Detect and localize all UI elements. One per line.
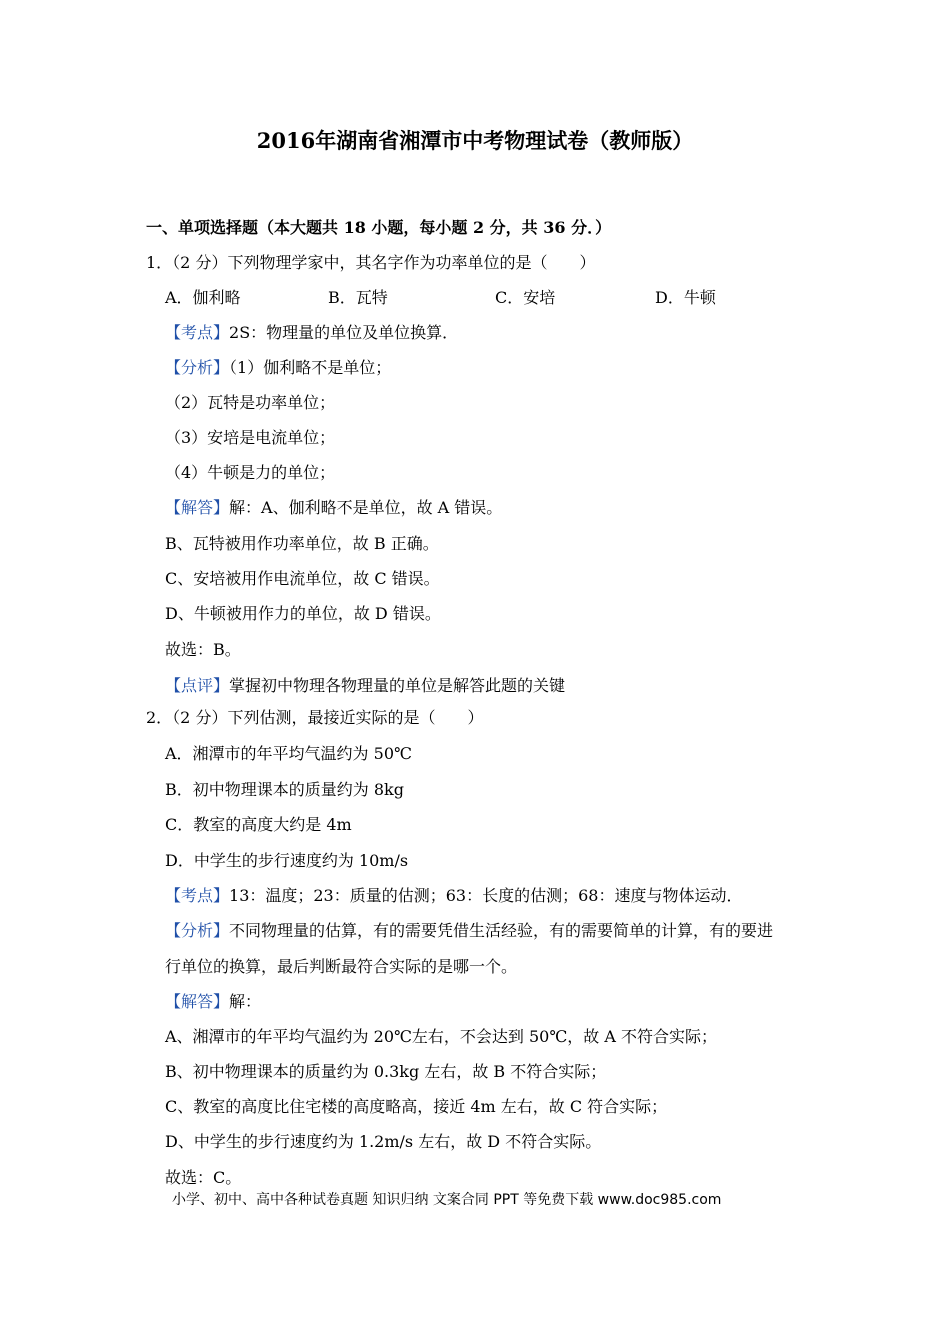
kaodian-tag: 【考点】	[165, 323, 230, 342]
q2-option-d: D．中学生的步行速度约为 10m/s	[165, 851, 409, 870]
q2-option-b: B．初中物理课本的质量约为 8kg	[165, 780, 404, 799]
q1-fenxi-line: （4）牛顿是力的单位；	[165, 463, 336, 482]
footer-text: 小学、初中、高中各种试卷真题 知识归纳 文案合同 PPT 等免费下载 www.doc985.com	[172, 1192, 722, 1208]
q2-stem: 2．（2 分）下列估测，最接近实际的是（ ）	[146, 708, 484, 727]
dianping-text: 掌握初中物理各物理量的单位是解答此题的关键	[229, 676, 566, 695]
kaodian-tag: 【考点】	[165, 886, 230, 905]
q1-jieda-line: B、瓦特被用作功率单位，故 B 正确。	[165, 534, 439, 553]
q2-jieda-line: D、中学生的步行速度约为 1.2m/s 左右，故 D 不符合实际。	[165, 1132, 602, 1151]
q2-answer: 故选：C。	[165, 1168, 242, 1187]
q2-option-c: C．教室的高度大约是 4m	[165, 815, 352, 834]
q1-jieda	[165, 498, 502, 518]
q1-fenxi	[165, 358, 391, 378]
jieda-tag: 【解答】	[165, 498, 230, 517]
jieda-tag: 【解答】	[165, 992, 230, 1011]
q1-stem: 1．（2 分）下列物理学家中，其名字作为功率单位的是（ ）	[146, 253, 596, 272]
jieda-text: 解：	[229, 992, 262, 1011]
q1-answer: 故选：B。	[165, 640, 241, 659]
fenxi-text: （1）伽利略不是单位；	[229, 358, 392, 377]
section-heading: 一、单项选择题（本大题共 18 小题，每小题 2 分，共 36 分．）	[146, 218, 612, 237]
q2-jieda-line: C、教室的高度比住宅楼的高度略高，接近 4m 左右，故 C 符合实际；	[165, 1097, 668, 1116]
q1-option-c: C．安培	[495, 288, 556, 307]
q2-fenxi	[165, 921, 773, 941]
q1-option-a: A．伽利略	[165, 288, 241, 307]
dianping-tag: 【点评】	[165, 676, 230, 695]
page-title: 2016年湖南省湘潭市中考物理试卷（教师版）	[256, 128, 694, 153]
q2-kaodian	[165, 886, 742, 906]
kaodian-text: 2S：物理量的单位及单位换算．	[229, 323, 459, 342]
q1-kaodian	[165, 323, 458, 343]
q1-fenxi-line: （3）安培是电流单位；	[165, 428, 336, 447]
q1-jieda-line: D、牛顿被用作力的单位，故 D 错误。	[165, 604, 441, 623]
q2-fenxi-cont: 行单位的换算，最后判断最符合实际的是哪一个。	[165, 957, 518, 976]
q1-option-b: B．瓦特	[328, 288, 388, 307]
kaodian-text: 13：温度；23：质量的估测；63：长度的估测；68：速度与物体运动．	[229, 886, 743, 905]
q1-jieda-line: C、安培被用作电流单位，故 C 错误。	[165, 569, 440, 588]
fenxi-tag: 【分析】	[165, 921, 230, 940]
q1-fenxi-line: （2）瓦特是功率单位；	[165, 393, 336, 412]
q2-jieda-line: B、初中物理课本的质量约为 0.3kg 左右，故 B 不符合实际；	[165, 1062, 607, 1081]
q2-option-a: A．湘潭市的年平均气温约为 50℃	[165, 744, 412, 763]
fenxi-tag: 【分析】	[165, 358, 230, 377]
q2-jieda	[165, 992, 261, 1012]
jieda-text: 解：A、伽利略不是单位，故 A 错误。	[229, 498, 503, 517]
q2-jieda-line: A、湘潭市的年平均气温约为 20℃左右，不会达到 50℃，故 A 不符合实际；	[165, 1027, 717, 1046]
fenxi-text: 不同物理量的估算，有的需要凭借生活经验，有的需要简单的计算，有的要进	[229, 921, 774, 940]
q1-option-d: D．牛顿	[655, 288, 716, 307]
q1-dianping	[165, 676, 565, 696]
